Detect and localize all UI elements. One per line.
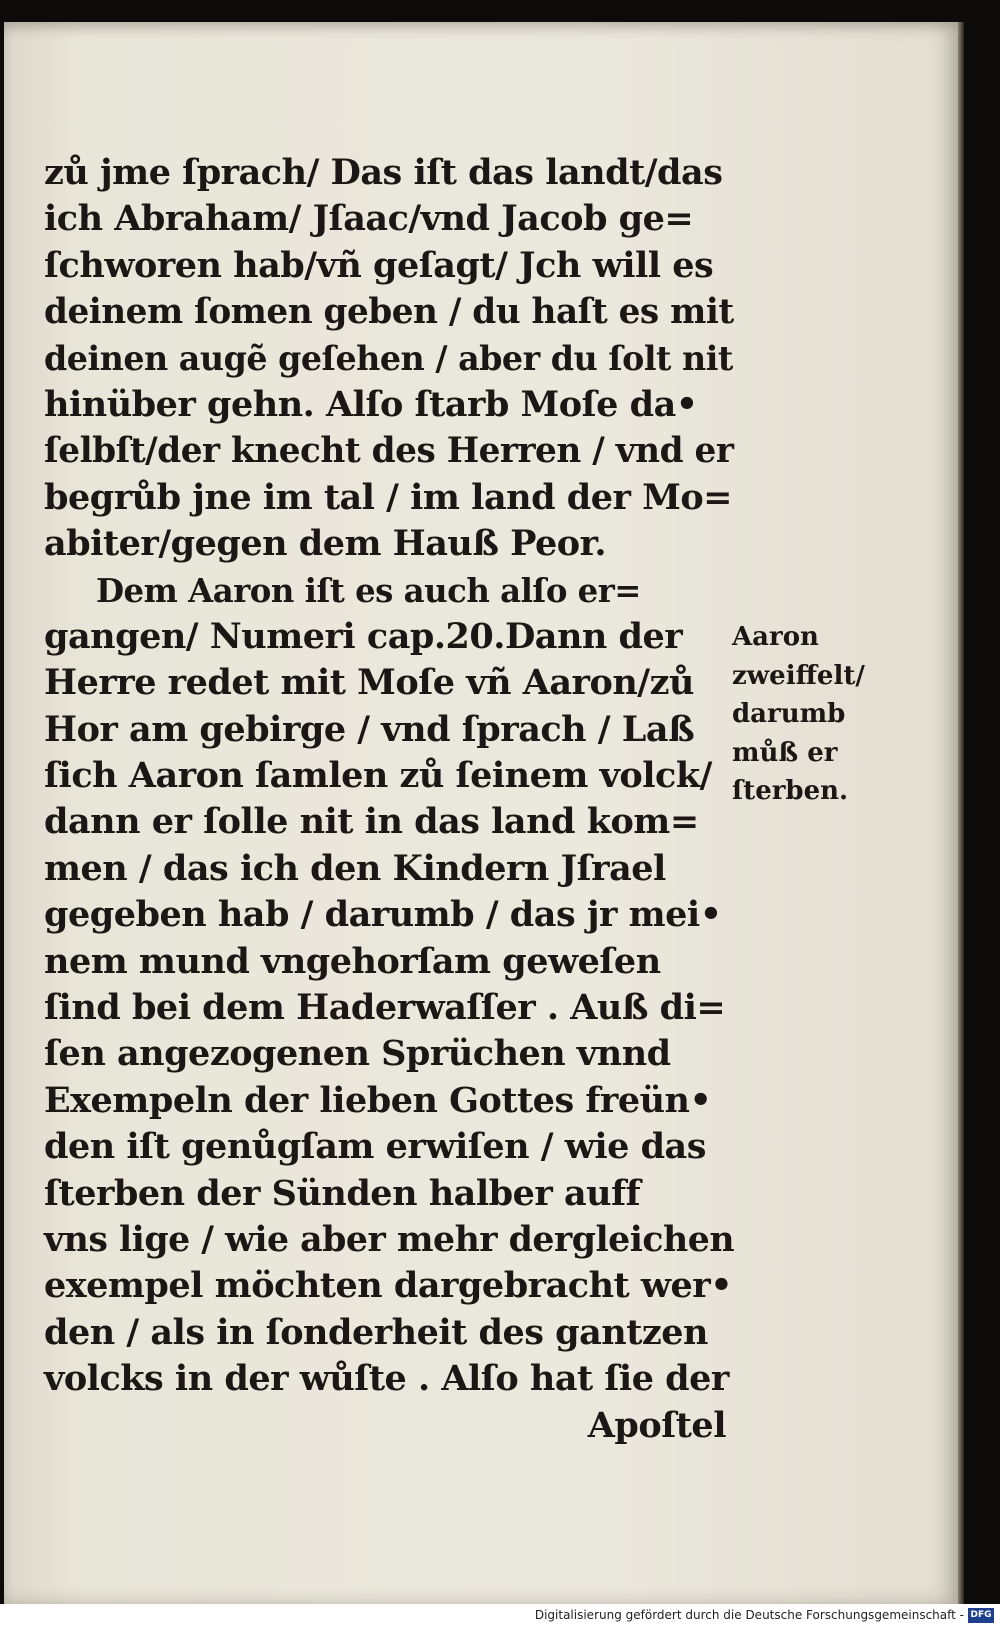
page-edge [958,22,964,1604]
text-line: ſich Aaron ſamlen zů ſeinem volck/ [44,755,712,797]
text-line: ſchworen hab/vñ geſagt/ Jch will es [44,244,714,286]
text-line: den iſt genůgſam erwiſen / wie das [44,1126,706,1168]
text-line: deinen augẽ geſehen / aber du ſolt nit [44,338,733,378]
text-line: ich Abraham/ Jſaac/vnd Jacob ge= [44,198,694,240]
text-line: zů jme ſprach/ Das iſt das landt/das [44,152,723,193]
text-line: Exempeln der lieben Gottes freün• [44,1079,712,1121]
text-line: ſterben der Sünden halber auff [44,1172,641,1214]
marginal-note-line: Aaron [732,622,819,652]
catchword: Apoſtel [587,1404,726,1446]
main-text-block [44,150,734,1449]
funding-credit: Digitalisierung gefördert durch die Deutsche Forschungsgemeinschaft - [534,1608,964,1622]
text-line: begrůb jne im tal / im land der Mo= [44,476,733,518]
marginal-note-line: ſterben. [732,776,849,806]
digitization-footer [0,1604,1000,1628]
text-line: men / das ich den Kindern Jſrael [44,847,666,889]
text-line: exempel möchten dargebracht wer• [44,1265,733,1307]
text-line: hinüber gehn. Alſo ſtarb Moſe da• [44,383,698,425]
text-line: den / als in ſonderheit des gantzen [44,1311,709,1353]
dfg-logo-icon: DFG [968,1608,994,1623]
text-line: dann er ſolle nit in das land kom= [44,801,699,843]
marginal-note [732,618,882,811]
text-line: ſen angezogenen Sprüchen vnnd [44,1033,671,1075]
text-line: nem mund vngehorſam geweſen [44,940,661,982]
text-line: volcks in der wůſte . Alſo hat ſie der [44,1358,729,1400]
text-line: abiter/gegen dem Hauß Peor. [44,523,607,565]
marginal-note-line: můß er [732,737,838,768]
text-line: ſelbſt/der knecht des Herren / vnd er [44,431,734,472]
marginal-note-line: zweiffelt/ [732,660,865,691]
paragraph-start-line: Dem Aaron iſt es auch alſo er= [96,571,641,610]
text-line: gangen/ Numeri cap.20.Dann der [44,615,683,657]
text-line: Herre redet mit Moſe vñ Aaron/zů [44,662,694,704]
text-line: ſind bei dem Haderwaſſer . Auß di= [44,987,726,1029]
text-line: gegeben hab / darumb / das jr mei• [44,894,722,936]
text-line: deinem ſomen geben / du haſt es mit [44,292,734,333]
text-line: Hor am gebirge / vnd ſprach / Laß [44,708,695,750]
text-line: vns lige / wie aber mehr dergleichen [44,1218,735,1260]
marginal-note-line: darumb [732,699,846,729]
